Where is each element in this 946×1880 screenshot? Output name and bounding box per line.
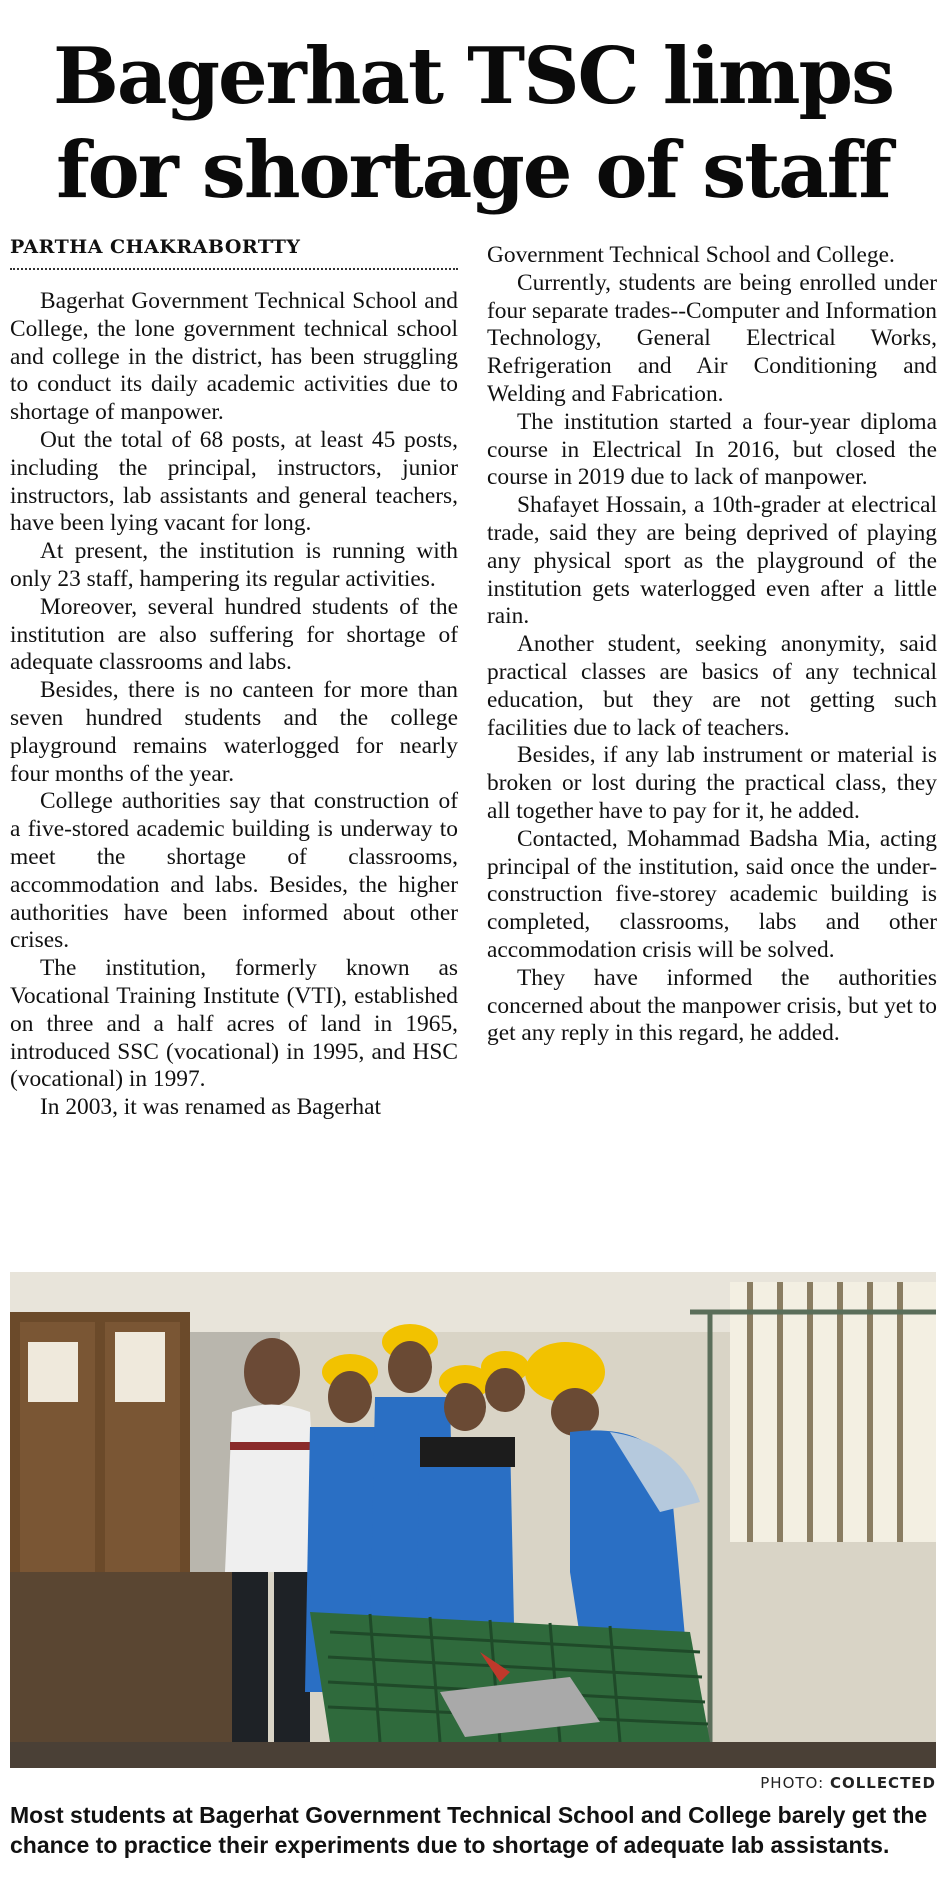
paragraph: They have informed the authorities concerned about the manpower crisis, but yet to get any reply in this regard, he added.: [487, 964, 937, 1047]
photo-credit: [760, 1774, 936, 1792]
notice-paper: [115, 1332, 165, 1402]
headline-line-2: for shortage of staff: [56, 125, 890, 216]
shirt-stripe: [230, 1442, 315, 1450]
paragraph: Contacted, Mohammad Badsha Mia, acting principal of the institution, said once the under-construction five-storey academic building is completed, classrooms, labs and other accommodation crisis will be solved.: [487, 825, 937, 963]
teacher-shirt: [225, 1405, 320, 1573]
article-column-left: [10, 288, 458, 1122]
paragraph: Bagerhat Government Technical School and College, the lone government technical school and college in the district, has been struggling to conduct its daily academic activities due to shortage of manpower.: [10, 288, 458, 426]
photo-credit-label: PHOTO:: [760, 1774, 825, 1792]
headline-line-1: Bagerhat TSC limps: [52, 31, 893, 122]
photo-caption: Most students at Bagerhat Government Technical School and College barely get the chance to practice their experiments due to shortage of adequate lab assistants.: [10, 1802, 928, 1858]
paragraph: The institution started a four-year diploma course in Electrical In 2016, but closed the course in 2019 due to lack of manpower.: [487, 408, 937, 491]
article-column-right: [487, 242, 937, 1048]
window: [730, 1282, 936, 1542]
paragraph: Currently, students are being enrolled under four separate trades--Computer and Information Technology, General Electrical Works, Refrigeration and Air Conditioning and Welding and Fabrication.: [487, 269, 937, 407]
paragraph: In 2003, it was renamed as Bagerhat: [40, 1094, 382, 1121]
teacher-trousers: [232, 1572, 268, 1768]
byline: PARTHA CHAKRABORTTY: [10, 236, 458, 270]
paragraph: Another student, seeking anonymity, said practical classes are basics of any technical education, but they are not getting such facilities due to lack of teachers.: [487, 631, 937, 741]
notice-paper: [28, 1342, 78, 1402]
paragraph: At present, the institution is running with only 23 staff, hampering its regular activities.: [10, 538, 458, 592]
paragraph: Besides, there is no canteen for more than seven hundred students and the college playground remains waterlogged for nearly four months of the year.: [10, 677, 458, 787]
paragraph: Government Technical School and College.: [487, 242, 895, 268]
headline: [0, 30, 946, 218]
paragraph: Shafayet Hossain, a 10th-grader at electrical trade, said they are being deprived of playing any physical sport as the playground of the institution gets waterlogged even after a little rain.: [487, 492, 937, 630]
welding-table: [310, 1612, 710, 1742]
teacher-trousers: [274, 1572, 310, 1768]
photo-credit-value: COLLECTED: [829, 1774, 936, 1792]
wooden-table: [10, 1572, 240, 1768]
paragraph: Besides, if any lab instrument or material is broken or lost during the practical class, they all together have to pay for it, he added.: [487, 742, 937, 824]
paragraph: College authorities say that construction of a five-stored academic building is underway to meet the shortage of classrooms, accommodation and labs. Besides, the higher authorities have been informed about other crises.: [10, 788, 458, 954]
floor: [10, 1742, 936, 1768]
paragraph: Moreover, several hundred students of the institution are also suffering for shortage of adequate classrooms and labs.: [10, 593, 458, 676]
paragraph: Out the total of 68 posts, at least 45 posts, including the principal, instructors, junior instructors, lab assistants and general teachers, have been lying vacant for long.: [10, 426, 458, 537]
news-photo: [10, 1272, 936, 1768]
paragraph: The institution, formerly known as Vocational Training Institute (VTI), established on three and a half acres of land in 1965, introduced SSC (vocational) in 1995, and HSC (vocational) in 1997.: [10, 955, 458, 1093]
photo-illustration: [10, 1272, 936, 1768]
teacher-head: [244, 1338, 300, 1406]
